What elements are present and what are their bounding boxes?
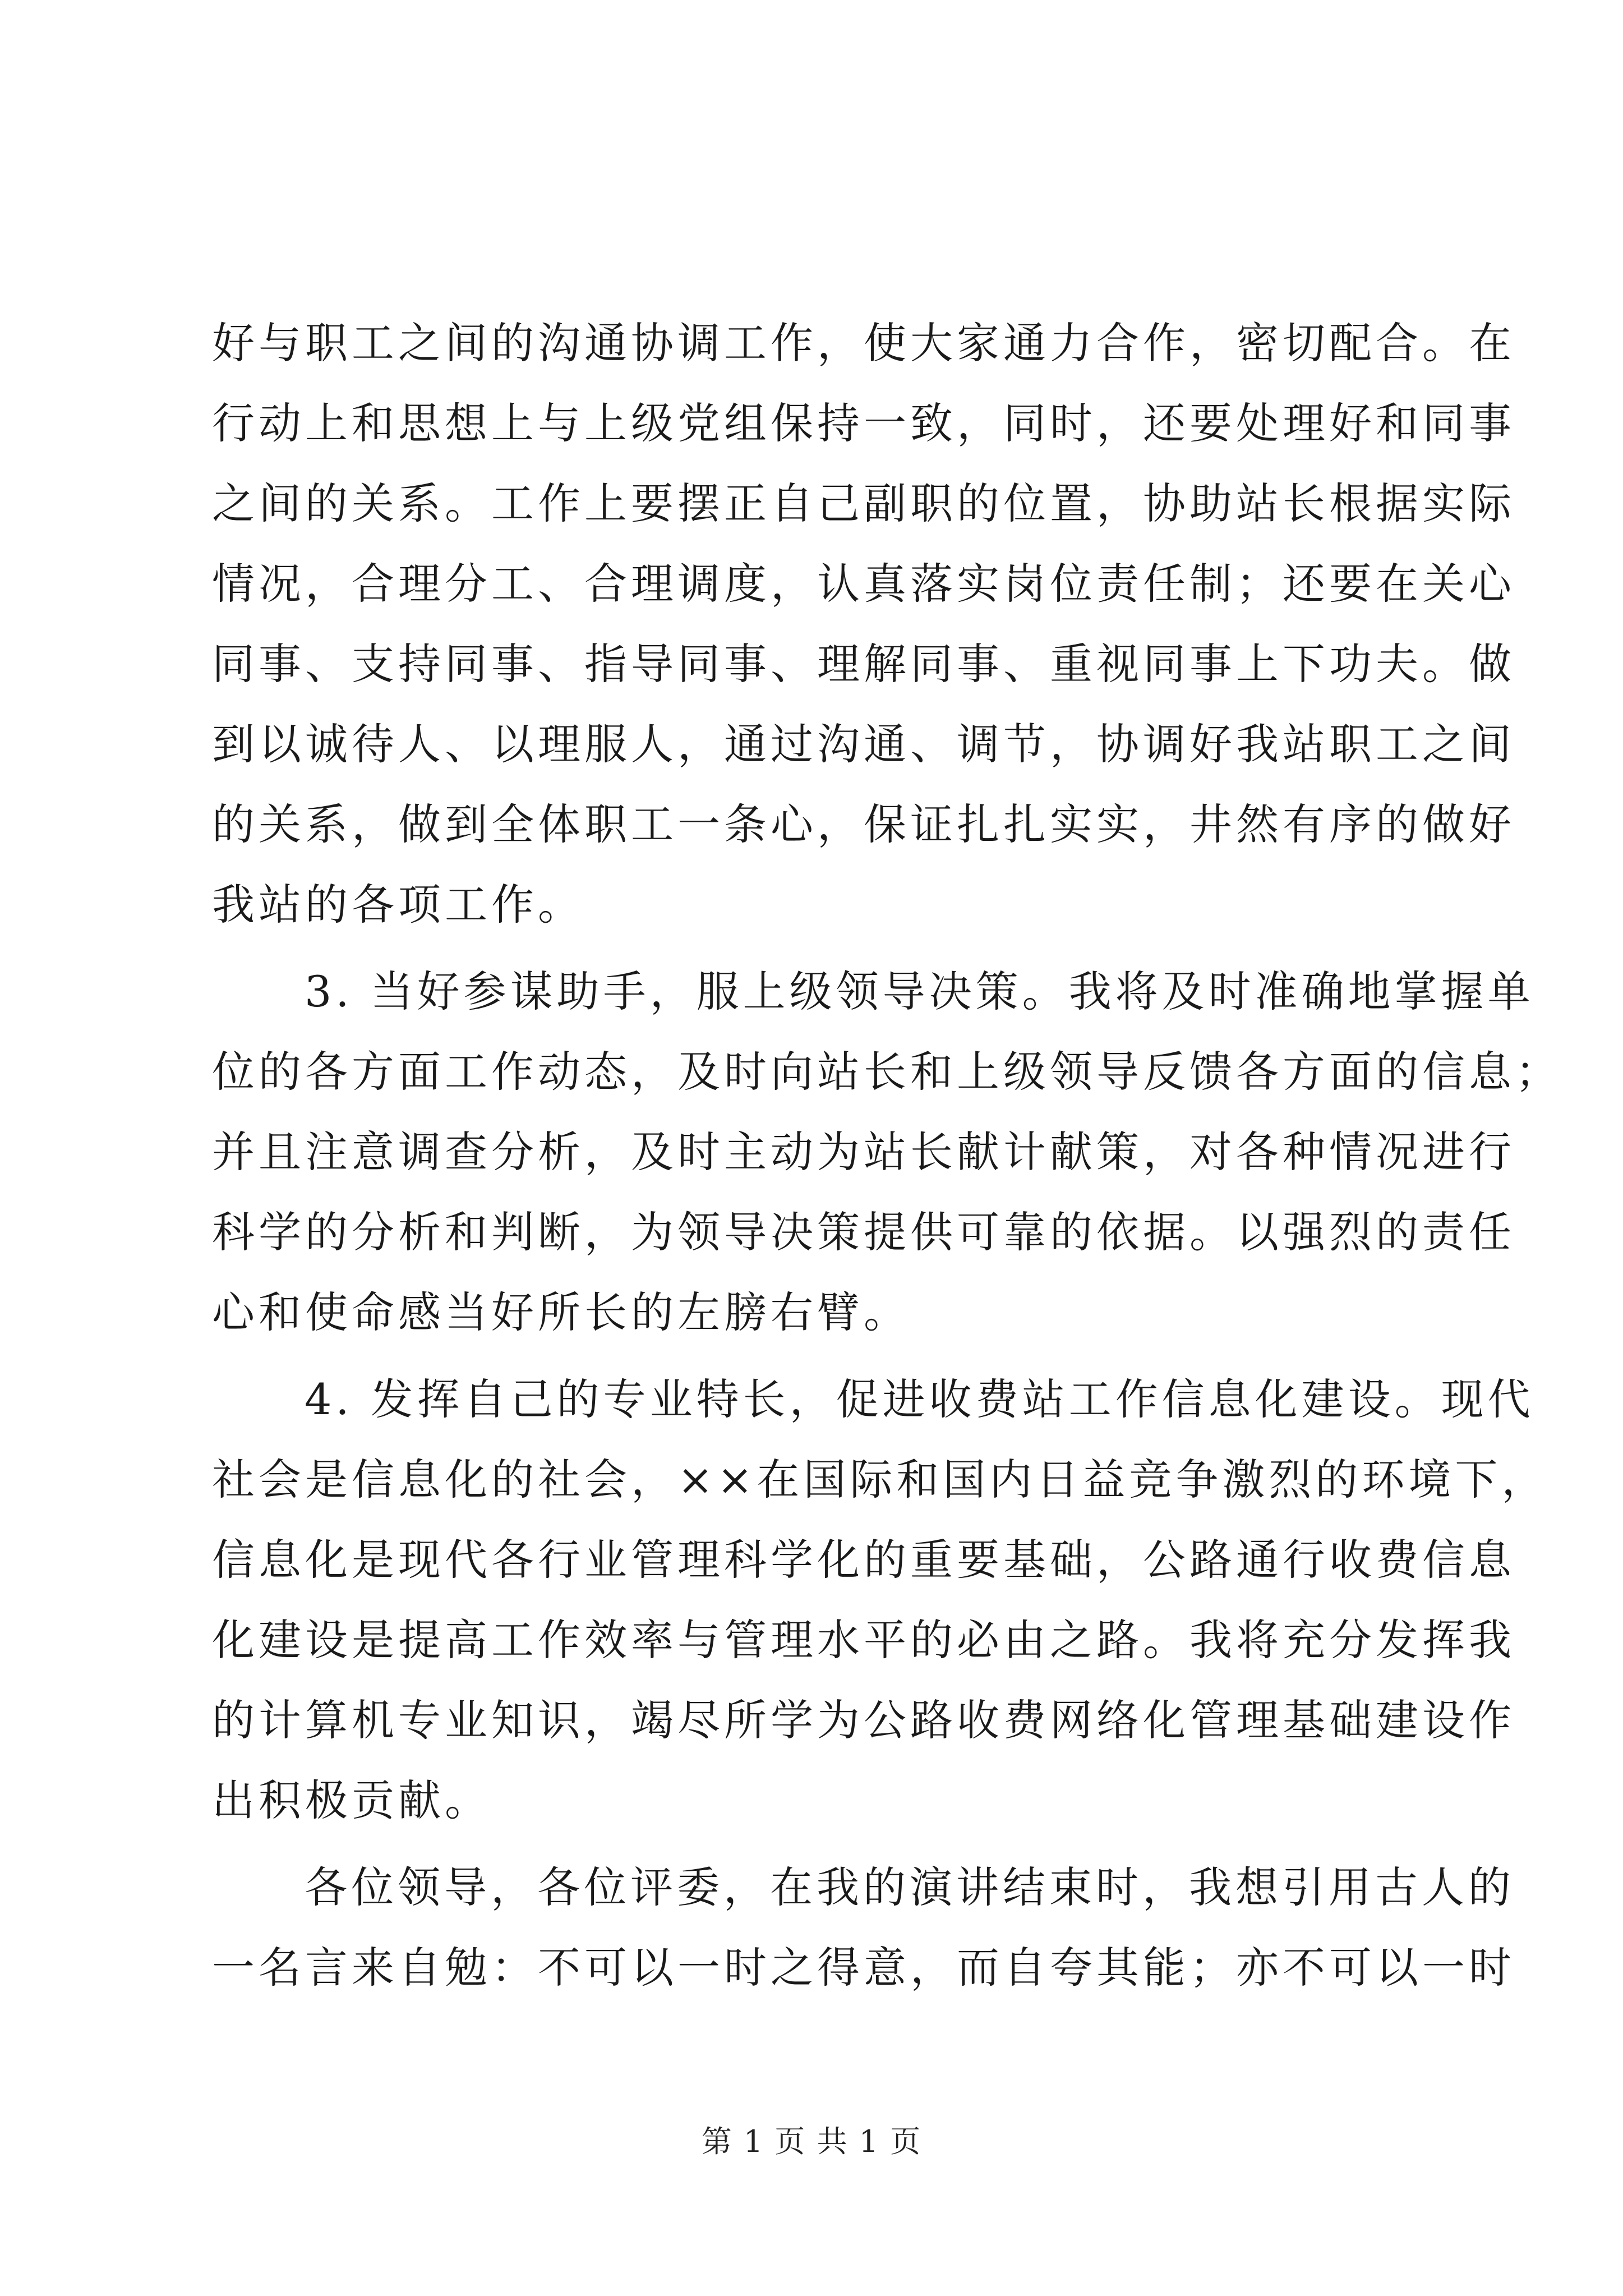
- text-line: 好与职工之间的沟通协调工作，使大家通力合作，密切配合。在: [212, 318, 1515, 368]
- paragraph-3: [212, 1359, 1548, 1841]
- text-line: 各位领导，各位评委，在我的演讲结束时，我想引用古人的: [305, 1862, 1515, 1912]
- text-line: 并且注意调查分析，及时主动为站长献计献策，对各种情况进行: [212, 1127, 1515, 1177]
- paragraph-4: [212, 1847, 1515, 2008]
- paragraph-spacer: [212, 1841, 1423, 1847]
- text-line: 化建设是提高工作效率与管理水平的必由之路。我将充分发挥我: [212, 1615, 1515, 1665]
- text-line: 我站的各项工作。: [212, 880, 584, 930]
- text-line: 3. 当好参谋助手，服上级领导决策。我将及时准确地掌握单: [305, 967, 1534, 1016]
- text-line: 到以诚待人、以理服人，通过沟通、调节，协调好我站职工之间: [212, 719, 1515, 769]
- text-line: 情况，合理分工、合理调度，认真落实岗位责任制；还要在关心: [212, 559, 1515, 609]
- text-line: 出积极贡献。: [212, 1775, 491, 1825]
- text-line: 的计算机专业知识，竭尽所学为公路收费网络化管理基础建设作: [212, 1695, 1515, 1745]
- paragraph-1: [212, 303, 1515, 945]
- page-footer: 第 1 页 共 1 页: [701, 2124, 922, 2159]
- text-line: 之间的关系。工作上要摆正自己副职的位置，协助站长根据实际: [212, 478, 1515, 528]
- paragraph-2: [212, 951, 1562, 1352]
- text-line: 行动上和思想上与上级党组保持一致，同时，还要处理好和同事: [212, 398, 1515, 448]
- text-line: 科学的分析和判断，为领导决策提供可靠的依据。以强烈的责任: [212, 1207, 1515, 1257]
- text-line: 社会是信息化的社会，××在国际和国内日益竞争激烈的环境下，: [212, 1455, 1548, 1504]
- paragraph-spacer: [212, 945, 1423, 951]
- text-line: 信息化是现代各行业管理科学化的重要基础，公路通行收费信息: [212, 1535, 1515, 1585]
- text-line: 的关系，做到全体职工一条心，保证扎扎实实，井然有序的做好: [212, 799, 1515, 849]
- paragraph-spacer: [212, 1352, 1423, 1359]
- text-line: 位的各方面工作动态，及时向站长和上级领导反馈各方面的信息；: [212, 1047, 1562, 1097]
- text-line: 心和使命感当好所长的左膀右臂。: [212, 1287, 910, 1337]
- text-line: 一名言来自勉：不可以一时之得意，而自夸其能；亦不可以一时: [212, 1943, 1515, 1993]
- text-line: 4. 发挥自己的专业特长，促进收费站工作信息化建设。现代: [305, 1374, 1534, 1424]
- text-line: 同事、支持同事、指导同事、理解同事、重视同事上下功夫。做: [212, 639, 1515, 689]
- document-body: [212, 303, 1562, 2008]
